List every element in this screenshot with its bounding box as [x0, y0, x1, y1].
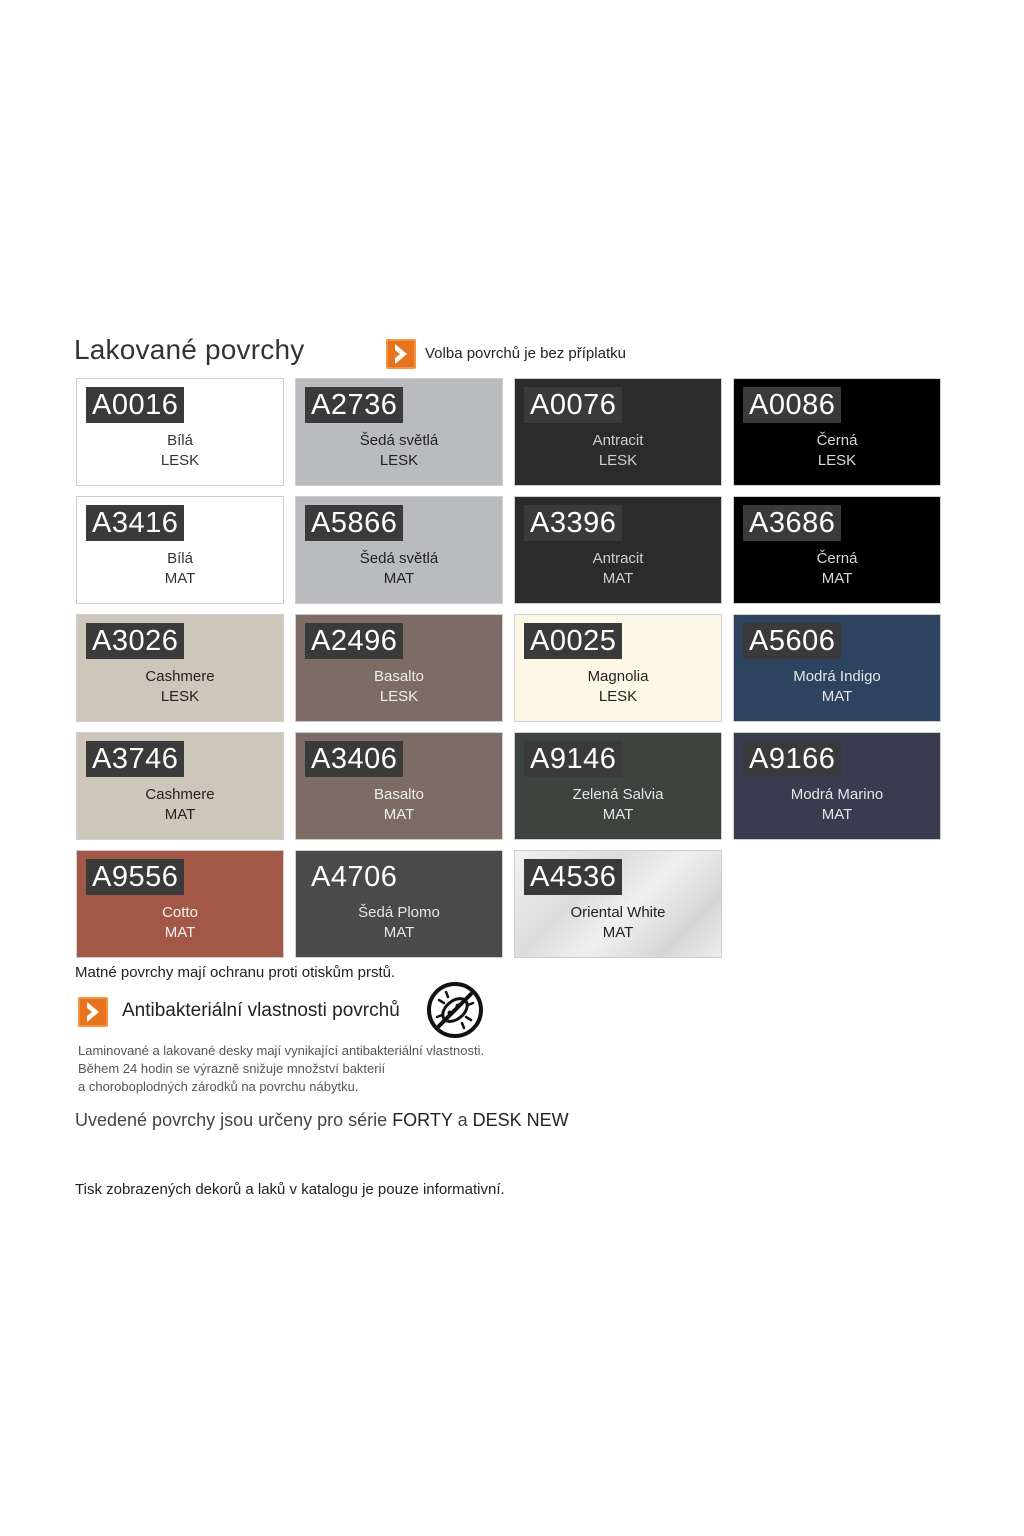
swatch-a3416 — [76, 496, 284, 604]
swatch-name: Zelená Salvia — [572, 786, 664, 803]
swatch-code: A9166 — [743, 741, 841, 777]
swatch-name: Černá — [816, 550, 858, 567]
swatch-code: A0076 — [524, 387, 622, 423]
antibacterial-description — [78, 1042, 518, 1096]
antibacterial-line: Laminované a lakované desky mají vynikající antibakteriální vlastnosti. — [78, 1043, 485, 1058]
swatch-a0076 — [514, 378, 722, 486]
swatch-code: A2496 — [305, 623, 403, 659]
swatch-name: Magnolia — [587, 668, 649, 685]
series-desk-new: DESK NEW — [472, 1110, 569, 1130]
matte-note: Matné povrchy mají ochranu proti otiskům prstů. — [75, 964, 396, 981]
swatch-name: Modrá Indigo — [793, 668, 881, 685]
swatch-finish: LESK — [379, 688, 419, 705]
swatch-a5866 — [295, 496, 503, 604]
swatch-name: Cotto — [162, 904, 198, 921]
swatch-finish: LESK — [160, 452, 200, 469]
swatch-name: Basalto — [373, 668, 425, 685]
swatch-name: Šedá Plomo — [358, 904, 440, 921]
no-bacteria-icon — [426, 981, 484, 1039]
swatch-name: Bílá — [167, 550, 193, 567]
swatch-finish: MAT — [602, 806, 634, 823]
swatch-a3026 — [76, 614, 284, 722]
swatch-finish: MAT — [164, 924, 196, 941]
series-prefix: Uvedené povrchy jsou určeny pro série — [75, 1110, 388, 1130]
swatch-name: Šedá světlá — [359, 432, 439, 449]
swatch-finish: MAT — [821, 688, 853, 705]
swatch-finish: MAT — [164, 806, 196, 823]
swatch-code: A2736 — [305, 387, 403, 423]
swatch-code: A5866 — [305, 505, 403, 541]
swatch-a9146 — [514, 732, 722, 840]
swatch-finish: LESK — [160, 688, 200, 705]
no-surcharge-notice: Volba povrchů je bez příplatku — [425, 345, 626, 362]
series-and: a — [457, 1110, 468, 1130]
swatch-name: Šedá světlá — [359, 550, 439, 567]
swatch-finish: MAT — [602, 570, 634, 587]
swatch-name: Antracit — [592, 432, 644, 449]
swatch-code: A3396 — [524, 505, 622, 541]
swatch-name: Antracit — [592, 550, 644, 567]
swatch-a5606 — [733, 614, 941, 722]
swatch-name: Modrá Marino — [790, 786, 884, 803]
page-title: Lakované povrchy — [74, 334, 305, 365]
swatch-name: Oriental White — [570, 904, 666, 921]
swatch-a9166 — [733, 732, 941, 840]
swatch-code: A0025 — [524, 623, 622, 659]
swatch-finish: MAT — [821, 570, 853, 587]
swatch-finish: MAT — [821, 806, 853, 823]
swatch-a3686 — [733, 496, 941, 604]
swatch-code: A3406 — [305, 741, 403, 777]
swatch-a3746 — [76, 732, 284, 840]
swatch-a2736 — [295, 378, 503, 486]
swatch-code: A4536 — [524, 859, 622, 895]
swatch-a4706 — [295, 850, 503, 958]
footer-disclaimer: Tisk zobrazených dekorů a laků v katalogu je pouze informativní. — [75, 1181, 505, 1198]
chevron-right-icon — [78, 997, 108, 1027]
swatch-finish: MAT — [164, 570, 196, 587]
swatch-a2496 — [295, 614, 503, 722]
antibacterial-line: a choroboplodných zárodků na povrchu nábytku. — [78, 1079, 359, 1094]
swatch-code: A0016 — [86, 387, 184, 423]
swatch-code: A9556 — [86, 859, 184, 895]
swatch-a9556 — [76, 850, 284, 958]
swatch-name: Černá — [816, 432, 858, 449]
swatch-finish: MAT — [383, 924, 415, 941]
swatch-a0025 — [514, 614, 722, 722]
swatch-a0016 — [76, 378, 284, 486]
swatch-code: A3026 — [86, 623, 184, 659]
swatch-name: Cashmere — [145, 786, 215, 803]
swatch-code: A3416 — [86, 505, 184, 541]
swatch-finish: LESK — [817, 452, 857, 469]
swatch-code: A9146 — [524, 741, 622, 777]
swatch-finish: LESK — [598, 688, 638, 705]
swatch-code: A5606 — [743, 623, 841, 659]
swatch-code: A0086 — [743, 387, 841, 423]
swatch-name: Basalto — [373, 786, 425, 803]
swatch-finish: MAT — [383, 806, 415, 823]
antibacterial-title: Antibakteriální vlastnosti povrchů — [122, 1000, 400, 1021]
swatch-finish: MAT — [383, 570, 415, 587]
swatch-name: Bílá — [167, 432, 193, 449]
chevron-right-icon — [386, 339, 416, 369]
swatch-code: A4706 — [311, 861, 398, 893]
swatch-a0086 — [733, 378, 941, 486]
swatch-finish: MAT — [602, 924, 634, 941]
swatch-name: Cashmere — [145, 668, 215, 685]
series-forty: FORTY — [392, 1110, 453, 1130]
swatch-code: A3746 — [86, 741, 184, 777]
swatch-a4536 — [514, 850, 722, 958]
swatch-code: A3686 — [743, 505, 841, 541]
antibacterial-line: Během 24 hodin se výrazně snižuje množství bakterií — [78, 1061, 386, 1076]
swatch-finish: LESK — [379, 452, 419, 469]
series-note — [75, 1110, 569, 1131]
swatch-finish: LESK — [598, 452, 638, 469]
swatch-a3406 — [295, 732, 503, 840]
swatch-a3396 — [514, 496, 722, 604]
